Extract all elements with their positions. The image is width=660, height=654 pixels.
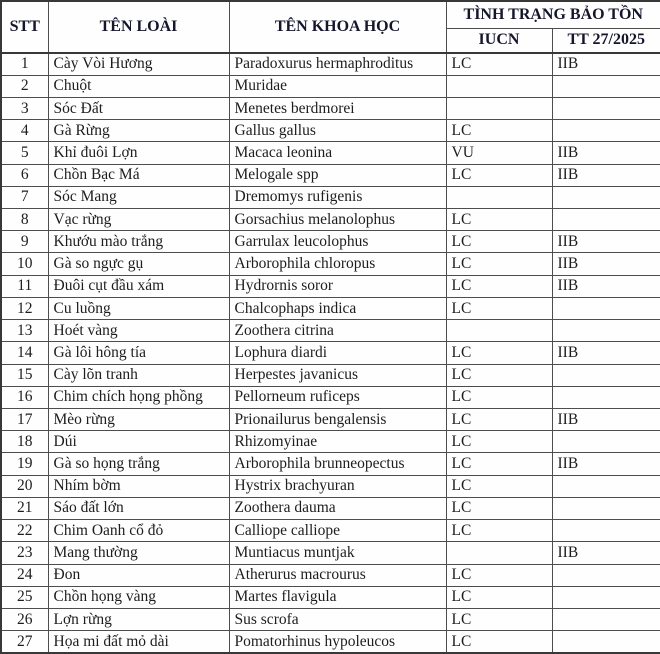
table-row [1, 209, 660, 231]
iucn-status-cell: LC [446, 275, 552, 297]
iucn-status-cell: LC [446, 586, 552, 608]
species-name-cell: Chim chích họng phồng [48, 386, 229, 408]
tt-status-cell [552, 631, 660, 653]
table-row [1, 164, 660, 186]
table-row [1, 453, 660, 475]
scientific-name-cell: Hystrix brachyuran [229, 475, 446, 497]
iucn-status-cell: LC [446, 253, 552, 275]
tt-status-cell [552, 209, 660, 231]
tt-status-cell [552, 364, 660, 386]
row-number-cell: 12 [1, 297, 48, 319]
species-name-cell: Mang thường [48, 542, 229, 564]
species-name-cell: Chồn Bạc Má [48, 164, 229, 186]
row-number-cell: 4 [1, 120, 48, 142]
species-name-cell: Chim Oanh cổ đỏ [48, 520, 229, 542]
scientific-name-cell: Menetes berdmorei [229, 97, 446, 119]
tt-status-cell [552, 186, 660, 208]
header-scientific-name: TÊN KHOA HỌC [229, 1, 446, 53]
tt-status-cell [552, 97, 660, 119]
scientific-name-cell: Muntiacus muntjak [229, 542, 446, 564]
row-number-cell: 15 [1, 364, 48, 386]
scientific-name-cell: Martes flavigula [229, 586, 446, 608]
species-name-cell: Chồn họng vàng [48, 586, 229, 608]
row-number-cell: 16 [1, 386, 48, 408]
iucn-status-cell: LC [446, 53, 552, 75]
tt-status-cell [552, 297, 660, 319]
iucn-status-cell: LC [446, 453, 552, 475]
scientific-name-cell: Prionailurus bengalensis [229, 409, 446, 431]
species-name-cell: Sóc Mang [48, 186, 229, 208]
scientific-name-cell: Hydrornis soror [229, 275, 446, 297]
tt-status-cell [552, 564, 660, 586]
table-row [1, 431, 660, 453]
tt-status-cell: IIB [552, 275, 660, 297]
tt-status-cell [552, 475, 660, 497]
species-name-cell: Đon [48, 564, 229, 586]
iucn-status-cell: LC [446, 475, 552, 497]
species-name-cell: Họa mi đất mỏ dài [48, 631, 229, 653]
row-number-cell: 3 [1, 97, 48, 119]
iucn-status-cell [446, 186, 552, 208]
iucn-status-cell: LC [446, 386, 552, 408]
scientific-name-cell: Gallus gallus [229, 120, 446, 142]
iucn-status-cell: LC [446, 231, 552, 253]
species-name-cell: Cày Vòi Hương [48, 53, 229, 75]
scientific-name-cell: Dremomys rufigenis [229, 186, 446, 208]
species-name-cell: Chuột [48, 75, 229, 97]
tt-status-cell: IIB [552, 142, 660, 164]
iucn-status-cell: LC [446, 608, 552, 630]
species-name-cell: Nhím bờm [48, 475, 229, 497]
table-row [1, 342, 660, 364]
table-body [1, 53, 660, 653]
table-row [1, 520, 660, 542]
table-row [1, 497, 660, 519]
tt-status-cell [552, 386, 660, 408]
tt-status-cell: IIB [552, 164, 660, 186]
row-number-cell: 23 [1, 542, 48, 564]
iucn-status-cell: LC [446, 364, 552, 386]
species-name-cell: Hoét vàng [48, 320, 229, 342]
tt-status-cell: IIB [552, 53, 660, 75]
species-name-cell: Gà Rừng [48, 120, 229, 142]
iucn-status-cell: LC [446, 209, 552, 231]
scientific-name-cell: Rhizomyinae [229, 431, 446, 453]
tt-status-cell [552, 497, 660, 519]
table-row [1, 231, 660, 253]
row-number-cell: 17 [1, 409, 48, 431]
tt-status-cell: IIB [552, 542, 660, 564]
species-name-cell: Gà so ngực gụ [48, 253, 229, 275]
row-number-cell: 26 [1, 608, 48, 630]
scientific-name-cell: Arborophila brunneopectus [229, 453, 446, 475]
iucn-status-cell: LC [446, 120, 552, 142]
tt-status-cell [552, 75, 660, 97]
scientific-name-cell: Pomatorhinus hypoleucos [229, 631, 446, 653]
species-name-cell: Cày lõn tranh [48, 364, 229, 386]
row-number-cell: 21 [1, 497, 48, 519]
scientific-name-cell: Muridae [229, 75, 446, 97]
scientific-name-cell: Paradoxurus hermaphroditus [229, 53, 446, 75]
species-name-cell: Khướu mào trắng [48, 231, 229, 253]
scientific-name-cell: Sus scrofa [229, 608, 446, 630]
row-number-cell: 18 [1, 431, 48, 453]
row-number-cell: 19 [1, 453, 48, 475]
tt-status-cell: IIB [552, 453, 660, 475]
table-row [1, 320, 660, 342]
table-row [1, 297, 660, 319]
iucn-status-cell: VU [446, 142, 552, 164]
species-name-cell: Cu luồng [48, 297, 229, 319]
species-name-cell: Đuôi cụt đầu xám [48, 275, 229, 297]
table-header [1, 1, 660, 53]
iucn-status-cell: LC [446, 342, 552, 364]
scientific-name-cell: Calliope calliope [229, 520, 446, 542]
tt-status-cell [552, 520, 660, 542]
species-name-cell: Sáo đất lớn [48, 497, 229, 519]
table-row [1, 186, 660, 208]
table-row [1, 475, 660, 497]
scientific-name-cell: Atherurus macrourus [229, 564, 446, 586]
species-name-cell: Gà lôi hông tía [48, 342, 229, 364]
iucn-status-cell [446, 75, 552, 97]
table-row [1, 386, 660, 408]
species-name-cell: Gà so họng trắng [48, 453, 229, 475]
scientific-name-cell: Garrulax leucolophus [229, 231, 446, 253]
iucn-status-cell [446, 97, 552, 119]
scientific-name-cell: Arborophila chloropus [229, 253, 446, 275]
table-row [1, 275, 660, 297]
table-row [1, 409, 660, 431]
table-row [1, 120, 660, 142]
scientific-name-cell: Gorsachius melanolophus [229, 209, 446, 231]
row-number-cell: 11 [1, 275, 48, 297]
iucn-status-cell: LC [446, 297, 552, 319]
header-iucn: IUCN [446, 28, 552, 53]
scientific-name-cell: Melogale spp [229, 164, 446, 186]
table-row [1, 631, 660, 653]
iucn-status-cell: LC [446, 631, 552, 653]
scientific-name-cell: Chalcophaps indica [229, 297, 446, 319]
table-row [1, 97, 660, 119]
table-row [1, 253, 660, 275]
species-name-cell: Lợn rừng [48, 608, 229, 630]
tt-status-cell [552, 586, 660, 608]
row-number-cell: 22 [1, 520, 48, 542]
iucn-status-cell: LC [446, 164, 552, 186]
row-number-cell: 5 [1, 142, 48, 164]
table-row [1, 53, 660, 75]
row-number-cell: 13 [1, 320, 48, 342]
tt-status-cell [552, 320, 660, 342]
iucn-status-cell: LC [446, 497, 552, 519]
row-number-cell: 14 [1, 342, 48, 364]
scientific-name-cell: Zoothera citrina [229, 320, 446, 342]
iucn-status-cell [446, 542, 552, 564]
row-number-cell: 7 [1, 186, 48, 208]
header-species-name: TÊN LOÀI [48, 1, 229, 53]
table-row [1, 75, 660, 97]
row-number-cell: 6 [1, 164, 48, 186]
tt-status-cell [552, 120, 660, 142]
iucn-status-cell [446, 320, 552, 342]
tt-status-cell [552, 608, 660, 630]
tt-status-cell: IIB [552, 409, 660, 431]
scientific-name-cell: Macaca leonina [229, 142, 446, 164]
row-number-cell: 9 [1, 231, 48, 253]
scientific-name-cell: Lophura diardi [229, 342, 446, 364]
row-number-cell: 1 [1, 53, 48, 75]
row-number-cell: 8 [1, 209, 48, 231]
scientific-name-cell: Herpestes javanicus [229, 364, 446, 386]
row-number-cell: 20 [1, 475, 48, 497]
table-row [1, 542, 660, 564]
iucn-status-cell: LC [446, 520, 552, 542]
row-number-cell: 10 [1, 253, 48, 275]
species-name-cell: Sóc Đất [48, 97, 229, 119]
species-name-cell: Mèo rừng [48, 409, 229, 431]
tt-status-cell: IIB [552, 342, 660, 364]
header-conservation-status-group: TÌNH TRẠNG BẢO TỒN [446, 1, 660, 28]
table-row [1, 564, 660, 586]
species-name-cell: Vạc rừng [48, 209, 229, 231]
species-name-cell: Dúi [48, 431, 229, 453]
tt-status-cell: IIB [552, 231, 660, 253]
scientific-name-cell: Pellorneum ruficeps [229, 386, 446, 408]
species-name-cell: Khỉ đuôi Lợn [48, 142, 229, 164]
tt-status-cell: IIB [552, 253, 660, 275]
table-row [1, 142, 660, 164]
tt-status-cell [552, 431, 660, 453]
row-number-cell: 2 [1, 75, 48, 97]
scientific-name-cell: Zoothera dauma [229, 497, 446, 519]
row-number-cell: 24 [1, 564, 48, 586]
table-row [1, 586, 660, 608]
iucn-status-cell: LC [446, 564, 552, 586]
iucn-status-cell: LC [446, 431, 552, 453]
table-row [1, 364, 660, 386]
row-number-cell: 25 [1, 586, 48, 608]
table-row [1, 608, 660, 630]
header-stt: STT [1, 1, 48, 53]
row-number-cell: 27 [1, 631, 48, 653]
iucn-status-cell: LC [446, 409, 552, 431]
header-tt-27-2025: TT 27/2025 [552, 28, 660, 53]
